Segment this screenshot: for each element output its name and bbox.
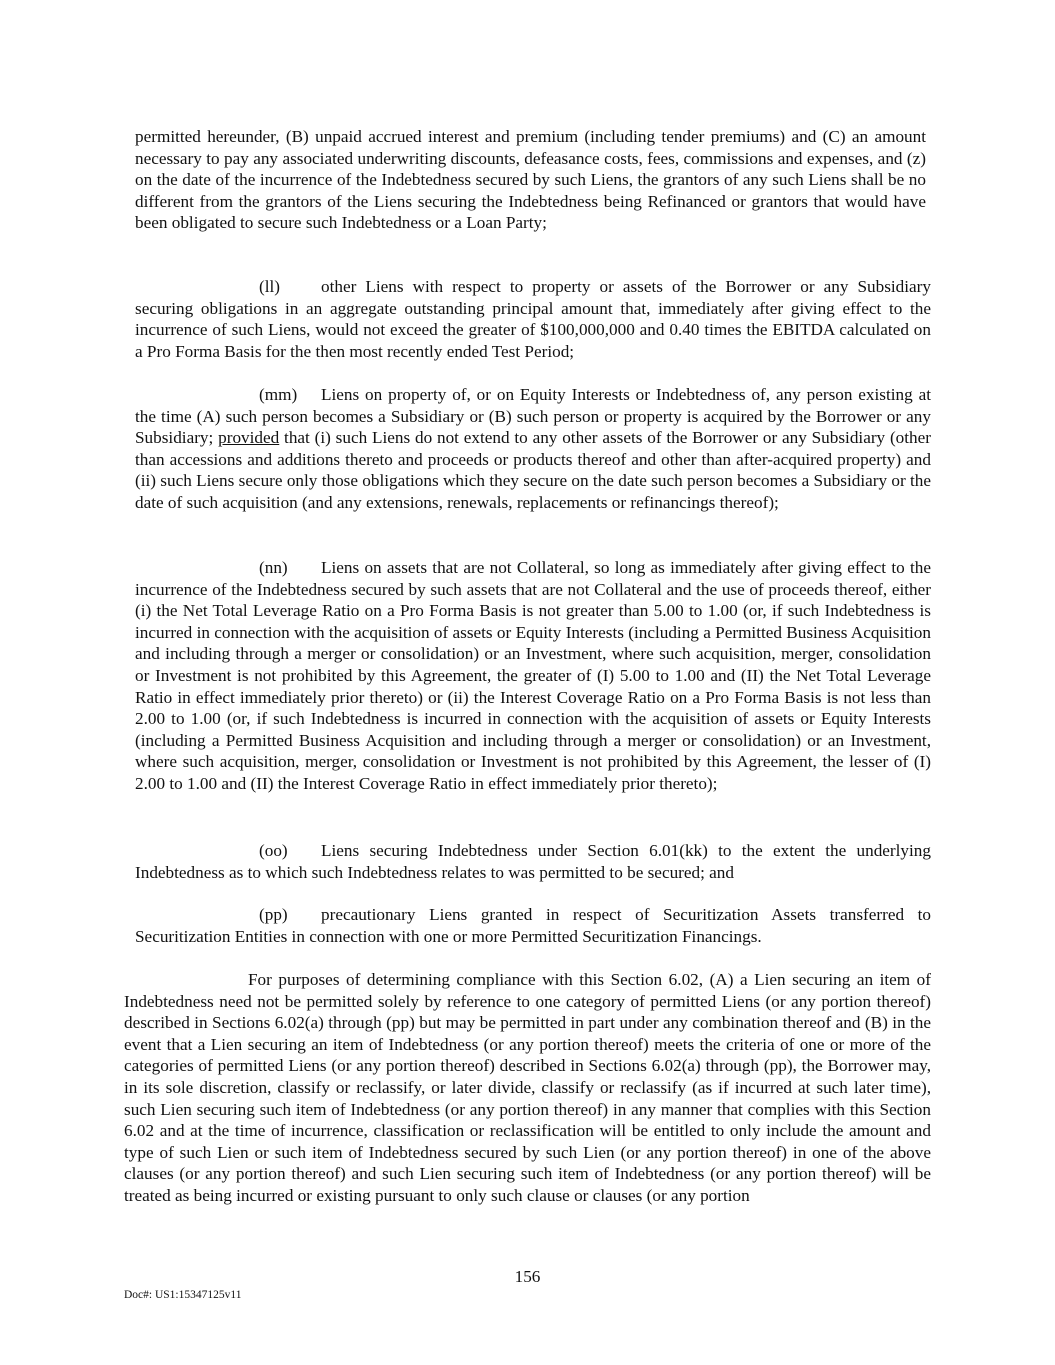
clause-mm [135, 384, 931, 514]
clause-nn [135, 557, 931, 795]
clause-text: other Liens with respect to property or assets of the Borrower or any Subsidiary securing obligations in an aggregate outstanding principal amount that, immediately after giving effect to the incurrence of such Liens, would not exceed the greater of $100,000,000 and 0.40 times the EBITDA calculated on a Pro Forma Basis for the then most recently ended Test Period; [135, 277, 931, 361]
clause-text: Liens on assets that are not Collateral, so long as immediately after giving effect to the incurrence of the Indebtedness secured by such assets that are not Collateral and the use of proceeds thereof, either (i) the Net Total Leverage Ratio on a Pro Forma Basis is not greater than 5.00 to 1.00 (or, if such Indebtedness is incurred in connection with the acquisition of assets or Equity Interests (including a Permitted Business Acquisition and including through a merger or consolidation) or an Investment, where such acquisition, merger, consolidation or Investment is not prohibited by this Agreement, the greater of (I) 5.00 to 1.00 and (II) the Net Total Leverage Ratio in effect immediately prior thereto) or (ii) the Interest Coverage Ratio on a Pro Forma Basis is not less than 2.00 to 1.00 (or, if such Indebtedness is incurred in connection with the acquisition of assets or Equity Interests (including a Permitted Business Acquisition and including through a merger or consolidation) or an Investment, where such acquisition, merger, consolidation or Investment is not prohibited by this Agreement, the lesser of (I) 2.00 to 1.00 and (II) the Interest Coverage Ratio in effect immediately prior thereto); [135, 558, 931, 793]
clause-label: (nn) [259, 558, 288, 577]
clause-label: (ll) [259, 277, 280, 296]
page-number: 156 [514, 1267, 541, 1286]
provided-underlined-term: provided [218, 428, 280, 448]
clause-pp [135, 904, 931, 947]
document-id: Doc#: US1:15347125v11 [124, 1289, 242, 1301]
clause-label: (oo) [259, 841, 288, 860]
clause-label: (mm) [259, 385, 298, 404]
clause-oo [135, 840, 931, 883]
continuation-paragraph: permitted hereunder, (B) unpaid accrued interest and premium (including tender premiums) and (C) an amount necessary to pay any associated underwriting discounts, defeasance costs, fees, commissions and expenses, and (z) on the date of the incurrence of the Indebtedness secured by such Liens, the grantors of any such Liens shall be no different from the grantors of the Liens securing the Indebtedness being Refinanced or grantors that would have been obligated to secure such Indebtedness or a Loan Party; [135, 127, 926, 233]
clause-label: (pp) [259, 905, 288, 924]
clause-ll [135, 276, 931, 362]
clause-text-after: that (i) such Liens do not extend to any other assets of the Borrower or any Subsidiary (other than accessions and additions thereto and proceeds or products thereof and other than after-acquired property) and (ii) such Liens secure only those obligations which they secure on the date such person becomes a Subsidiary or the date of such acquisition (and any extensions, renewals, replacements or refinancings thereof); [135, 428, 931, 512]
compliance-paragraph: For purposes of determining compliance with this Section 6.02, (A) a Lien securing an item of Indebtedness need not be permitted solely by reference to one category of permitted Liens (or any portion thereof) described in Sections 6.02(a) through (pp) but may be permitted in part under any combination thereof and (B) in the event that a Lien securing an item of Indebtedness (or any portion thereof) meets the criteria of one or more of the categories of permitted Liens (or any portion thereof) described in Sections 6.02(a) through (pp), the Borrower may, in its sole discretion, classify or reclassify, or later divide, classify or reclassify (as if incurred at such later time), such Lien securing such item of Indebtedness (or any portion thereof) in any manner that complies with this Section 6.02 and at the time of incurrence, classification or reclassification will be entitled to only include the amount and type of such Lien or such item of Indebtedness secured by such Lien (or any portion thereof) in one of the above clauses (or any portion thereof) and such Lien securing such item of Indebtedness (or any portion thereof) will be treated as being incurred or existing pursuant to only such clause or clauses (or any portion [124, 970, 931, 1205]
clause-text-before: Liens on property of, or on Equity Interests or Indebtedness of, any person existing at the time (A) such person becomes a Subsidiary or (B) such person or property is acquired by the Borrower or any Subsidiary; [135, 385, 931, 448]
clause-text: Liens securing Indebtedness under Section 6.01(kk) to the extent the underlying Indebtedness as to which such Indebtedness relates to was permitted to be secured; and [135, 841, 931, 882]
clause-text: precautionary Liens granted in respect of Securitization Assets transferred to Securitization Entities in connection with one or more Permitted Securitization Financings. [135, 905, 931, 946]
